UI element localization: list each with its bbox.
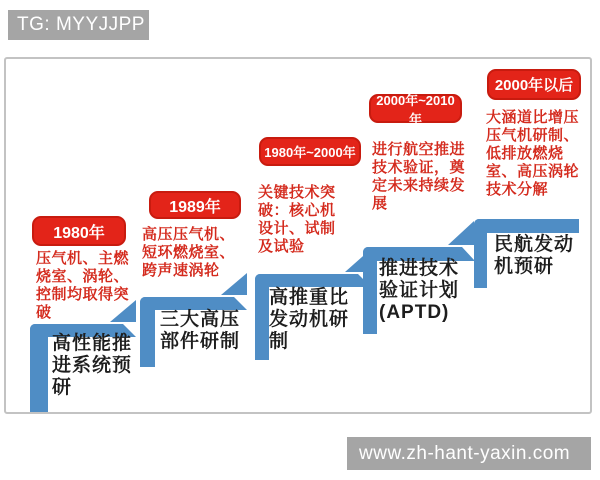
step-label: 推进技术验证计划(APTD) (379, 258, 460, 323)
era-description: 关键技术突破：核心机设计、试制及试验 (258, 184, 336, 255)
stair-bar-horizontal (474, 219, 579, 233)
stair-bar-vertical (30, 324, 48, 412)
watermark-url: www.zh-hant-yaxin.com (347, 437, 591, 470)
era-description: 压气机、主燃烧室、涡轮、控制均取得突破 (36, 250, 130, 321)
step-label: 民航发动机预研 (494, 234, 575, 277)
stair-bar-vertical (140, 297, 155, 367)
era-pill-after-2000: 2000年以后 (487, 69, 581, 100)
era-pill-1980-2000: 1980年~2000年 (259, 137, 361, 166)
era-description: 进行航空推进技术验证，奠定未来持续发展 (372, 141, 466, 212)
step-label: 三大高压部件研制 (160, 309, 241, 352)
era-pill-2000-2010: 2000年~2010年 (369, 94, 462, 123)
stair-bar-vertical (363, 247, 377, 334)
stair-bar-horizontal (255, 274, 371, 287)
era-pill-1980: 1980年 (32, 216, 126, 246)
era-description: 大涵道比增压压气机研制、低排放燃烧室、高压涡轮技术分解 (486, 109, 580, 198)
stair-bar-vertical (255, 274, 269, 360)
era-description: 高压压气机、短环燃烧室、跨声速涡轮 (142, 226, 236, 279)
step-label: 高性能推进系统预研 (52, 333, 133, 398)
step-label: 高推重比发动机研制 (269, 287, 350, 352)
era-pill-1989: 1989年 (149, 191, 241, 219)
stair-bar-vertical (474, 219, 487, 288)
source-badge: TG: MYYJJPP (8, 10, 149, 40)
